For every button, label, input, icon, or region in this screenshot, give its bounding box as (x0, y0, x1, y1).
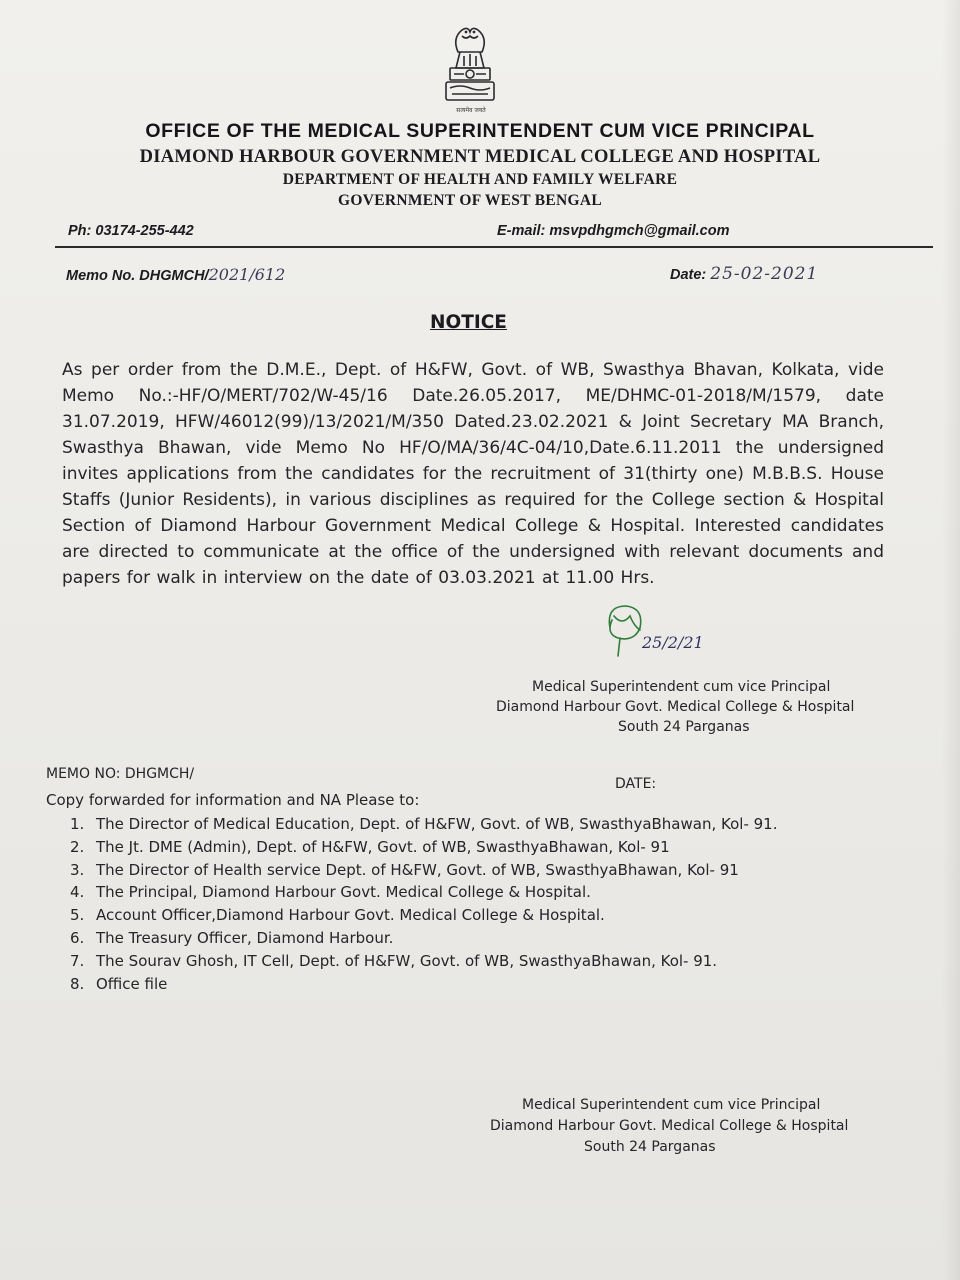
memo-label: Memo No. DHGMCH/ (66, 268, 209, 284)
signatory-institution: Diamond Harbour Govt. Medical College & Hospital (496, 699, 855, 715)
header-divider (55, 246, 933, 248)
notice-body: As per order from the D.M.E., Dept. of H&FW, Govt. of WB, Swasthya Bhavan, Kolkata, vide Memo No.:-HF/O/MERT/702/W-45/16 Date.26.05.2017, ME/DHMC-01-2018/M/1579, date 31.07.2019, HFW/46012(99)/13/2021/M/350 Dated.23.02.2021 & Joint Secretary MA Branch, Swasthya Bhawan, vide Memo No HF/O/MA/36/4C-04/10,Date.6.11.2011 the undersigned invites applications from the candidates for the recruitment of 31(thirty one) M.B.B.S. House Staffs (Junior Residents), in various disciplines as required for the College section & Hospital Section of Diamond Harbour Government Medical College & Hospital. Interested candidates are directed to communicate at the office of the undersigned with relevant documents and papers for walk in interview on the date of 03.03.2021 at 11.00 Hrs. (62, 360, 884, 588)
signature-date: 25/2/21 (642, 633, 704, 652)
phone-number: Ph: 03174-255-442 (68, 223, 194, 239)
signatory-location: South 24 Parganas (618, 719, 750, 735)
copy-memo-number: MEMO NO: DHGMCH/ (46, 766, 195, 782)
signatory-title: Medical Superintendent cum vice Principal (532, 679, 831, 695)
list-item: 7. The Sourav Ghosh, IT Cell, Dept. of H&FW, Govt. of WB, SwasthyaBhawan, Kol- 91. (70, 951, 718, 970)
list-item: 5. Account Officer,Diamond Harbour Govt. Medical College & Hospital. (70, 906, 605, 925)
signature-block (496, 677, 866, 737)
department-name: DEPARTMENT OF HEALTH AND FAMILY WELFARE (282, 171, 678, 188)
list-item: 3. The Director of Health service Dept. of H&FW, Govt. of WB, SwasthyaBhawan, Kol- 91 (70, 860, 739, 879)
national-emblem-icon (440, 22, 500, 114)
copy-forwarded-intro: Copy forwarded for information and NA Please to: (46, 791, 420, 809)
list-item: 4. The Principal, Diamond Harbour Govt. Medical College & Hospital. (70, 883, 591, 902)
college-name: DIAMOND HARBOUR GOVERNMENT MEDICAL COLLEGE AND HOSPITAL (139, 147, 821, 167)
memo-date (670, 264, 818, 284)
footer-signatory-title: Medical Superintendent cum vice Principal (522, 1097, 821, 1113)
date-label: Date: (670, 267, 707, 283)
office-title: OFFICE OF THE MEDICAL SUPERINTENDENT CUM VICE PRINCIPAL (145, 120, 815, 142)
list-item: 2. The Jt. DME (Admin), Dept. of H&FW, Govt. of WB, SwasthyaBhawan, Kol- 91 (70, 837, 670, 856)
page-shadow (942, 0, 960, 1280)
memo-number (66, 265, 285, 284)
footer-signatory-location: South 24 Parganas (584, 1139, 716, 1155)
list-item: 6. The Treasury Officer, Diamond Harbour. (70, 928, 394, 947)
copy-date-label: DATE: (615, 776, 657, 792)
notice-title: NOTICE (430, 312, 507, 333)
handwritten-signature-icon (590, 598, 730, 668)
emblem-motto: सत्यमेव जयते (456, 107, 486, 114)
list-item: 8. Office file (70, 974, 168, 993)
email-address: E-mail: msvpdhgmch@gmail.com (497, 223, 730, 239)
government-name: GOVERNMENT OF WEST BENGAL (337, 192, 603, 209)
copy-recipient-list (66, 813, 777, 995)
handwritten-date: 25-02-2021 (710, 264, 819, 284)
signature-block-footer (490, 1095, 870, 1158)
memo-handwritten-number: 2021/612 (208, 265, 286, 284)
list-item: 1. The Director of Medical Education, Dept. of H&FW, Govt. of WB, SwasthyaBhawan, Kol- 91. (70, 815, 778, 833)
footer-signatory-institution: Diamond Harbour Govt. Medical College & Hospital (490, 1118, 849, 1134)
